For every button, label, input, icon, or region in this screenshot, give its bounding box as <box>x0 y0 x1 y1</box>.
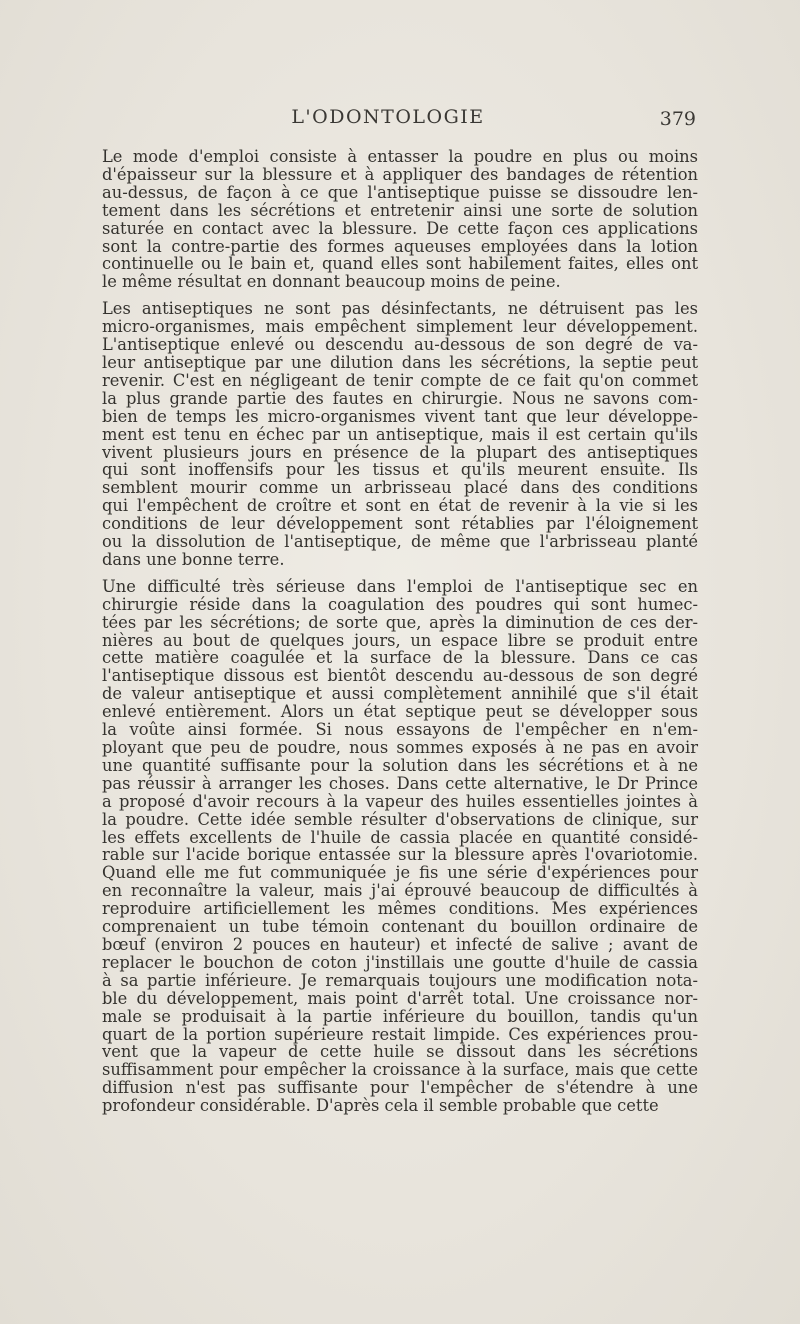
text-line: micro-organismes, mais empêchent simplement leur développement. <box>102 317 698 337</box>
text-line: reproduire artificiellement les mêmes conditions. Mes expériences <box>102 899 698 919</box>
body-text <box>80 148 698 1115</box>
text-line: le même résultat en donnant beaucoup moins de peine. <box>102 272 561 292</box>
text-line: cette matière coagulée et la surface de la blessure. Dans ce cas <box>102 648 698 668</box>
text-line: tées par les sécrétions; de sorte que, après la diminution de ces der- <box>102 612 698 632</box>
text-line: Quand elle me fut communiquée je fis une série d'expériences pour <box>102 863 698 883</box>
text-line: leur antiseptique par une dilution dans les sécrétions, la septie peut <box>102 352 698 372</box>
text-line: vivent plusieurs jours en présence de la plupart des antiseptiques <box>102 442 698 462</box>
text-line: continuelle ou le bain et, quand elles sont habilement faites, elles ont <box>102 254 698 274</box>
page-number: 379 <box>659 108 696 130</box>
text-line: diffusion n'est pas suffisante pour l'empêcher de s'étendre à une <box>102 1078 698 1098</box>
text-line: enlevé entièrement. Alors un état septique peut se développer sous <box>102 702 698 722</box>
text-line: suffisamment pour empêcher la croissance à la surface, mais que cette <box>102 1060 698 1080</box>
text-line: Une difficulté très sérieuse dans l'emploi de l'antiseptique sec en <box>102 576 698 596</box>
text-line: vent que la vapeur de cette huile se dissout dans les sécrétions <box>102 1042 698 1062</box>
text-line: d'épaisseur sur la blessure et à appliquer des bandages de rétention <box>102 164 698 184</box>
text-line: quart de la portion supérieure restait limpide. Ces expériences prou- <box>102 1024 698 1044</box>
text-line: Le mode d'emploi consiste à entasser la poudre en plus ou moins <box>102 147 698 166</box>
text-line: bien de temps les micro-organismes vivent tant que leur développe- <box>102 406 698 426</box>
paragraph <box>80 300 698 569</box>
paragraph <box>80 148 698 291</box>
text-line: profondeur considérable. D'après cela il semble probable que cette <box>102 1096 659 1116</box>
text-line: bœuf (environ 2 pouces en hauteur) et infecté de salive ; avant de <box>102 934 698 954</box>
text-line: sont la contre-partie des formes aqueuses employées dans la lotion <box>102 236 698 256</box>
text-line: dans une bonne terre. <box>102 549 285 569</box>
text-line: revenir. C'est en négligeant de tenir compte de ce fait qu'on commet <box>102 370 698 390</box>
text-line: tement dans les sécrétions et entretenir ainsi une sorte de solution <box>102 200 698 220</box>
paragraph <box>80 578 698 1115</box>
text-line: la voûte ainsi formée. Si nous essayons de l'empêcher en n'em- <box>102 720 698 740</box>
text-line: la plus grande partie des fautes en chirurgie. Nous ne savons com- <box>102 388 698 408</box>
text-line: nières au bout de quelques jours, un espace libre se produit entre <box>102 630 698 650</box>
text-line: la poudre. Cette idée semble résulter d'observations de clinique, sur <box>102 809 698 829</box>
text-line: l'antiseptique dissous est bientôt descendu au-dessous de son degré <box>102 666 698 686</box>
page-header <box>80 102 696 132</box>
running-title: L'ODONTOLOGIE <box>291 106 485 128</box>
text-line: saturée en contact avec la blessure. De cette façon ces applications <box>102 218 698 238</box>
text-line: L'antiseptique enlevé ou descendu au-dessous de son degré de va- <box>102 335 698 355</box>
text-line: ou la dissolution de l'antiseptique, de même que l'arbrisseau planté <box>102 532 698 552</box>
text-line: chirurgie réside dans la coagulation des poudres qui sont humec- <box>102 594 698 614</box>
text-line: qui sont inoffensifs pour les tissus et qu'ils meurent ensuite. Ils <box>102 460 698 480</box>
text-line: les effets excellents de l'huile de cassia placée en quantité considé- <box>102 827 698 847</box>
text-line: ployant que peu de poudre, nous sommes exposés à ne pas en avoir <box>102 738 698 757</box>
text-line: a proposé d'avoir recours à la vapeur des huiles essentielles jointes à <box>102 791 698 811</box>
text-line: male se produisait à la partie inférieure du bouillon, tandis qu'un <box>102 1006 698 1026</box>
text-line: de valeur antiseptique et aussi complètement annihilé que s'il était <box>102 684 698 704</box>
text-line: ble du développement, mais point d'arrêt total. Une croissance nor- <box>102 988 698 1008</box>
text-line: conditions de leur développement sont rétablies par l'éloignement <box>102 514 698 534</box>
text-line: Les antiseptiques ne sont pas désinfectants, ne détruisent pas les <box>102 299 698 319</box>
text-line: ment est tenu en échec par un antiseptique, mais il est certain qu'ils <box>102 424 698 444</box>
text-line: pas réussir à arranger les choses. Dans cette alternative, le Dr Prince <box>102 773 698 793</box>
text-line: à sa partie inférieure. Je remarquais toujours une modification nota- <box>102 970 698 990</box>
text-line: comprenaient un tube témoin contenant du bouillon ordinaire de <box>102 917 698 937</box>
text-line: une quantité suffisante pour la solution dans les sécrétions et à ne <box>102 755 698 775</box>
text-line: au-dessus, de façon à ce que l'antiseptique puisse se dissoudre len- <box>102 182 698 202</box>
text-line: en reconnaître la valeur, mais j'ai éprouvé beaucoup de difficultés à <box>102 881 698 901</box>
text-line: rable sur l'acide borique entassée sur la blessure après l'ovariotomie. <box>102 845 698 865</box>
text-line: qui l'empêchent de croître et sont en état de revenir à la vie si les <box>102 496 698 516</box>
text-line: semblent mourir comme un arbrisseau placé dans des conditions <box>102 478 698 498</box>
text-line: replacer le bouchon de coton j'instillais une goutte d'huile de cassia <box>102 952 698 972</box>
